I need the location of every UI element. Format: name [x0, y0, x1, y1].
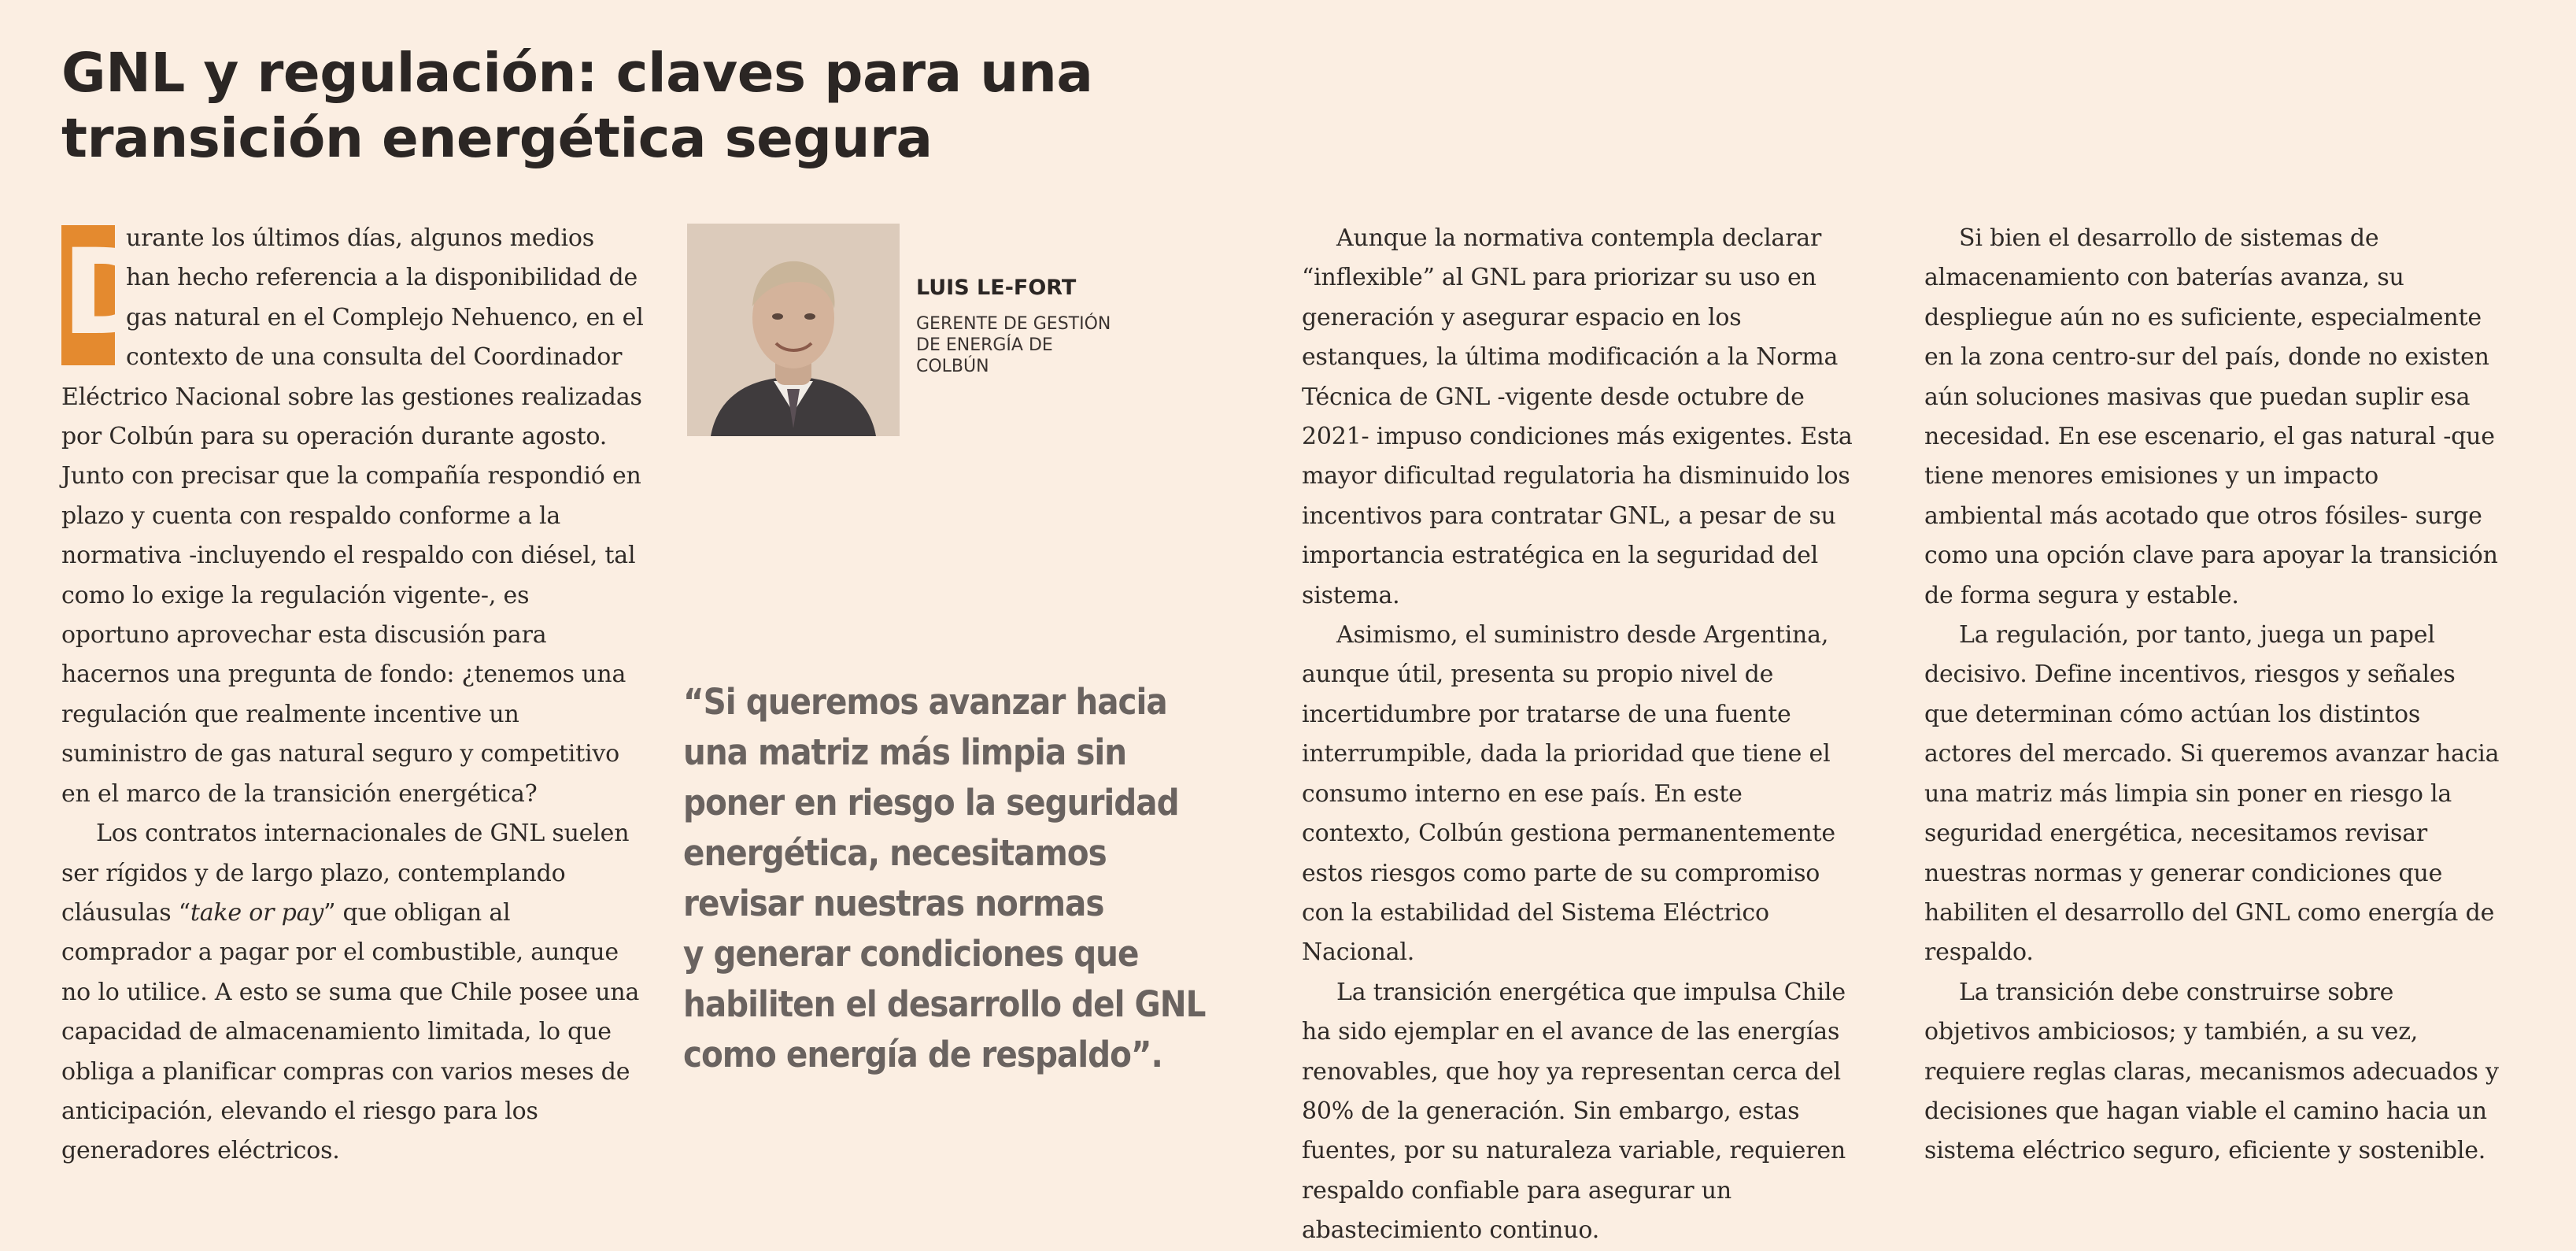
author-portrait-icon — [687, 224, 900, 436]
paragraph — [61, 219, 644, 814]
pull-quote — [683, 677, 1234, 1080]
pull-quote-line: revisar nuestras normas — [683, 883, 1104, 924]
author-role-line: GERENTE DE GESTIÓN — [916, 314, 1111, 334]
italic-term: take or pay — [190, 898, 324, 927]
author-role — [916, 313, 1152, 377]
paragraph: La transición energética que impulsa Chile ha sido ejemplar en el avance de las energías renovables, que hoy ya representan cerca del 80% de la generación. Sin embargo, estas fuentes, por su naturaleza variable, requieren respaldo confiable para asegurar un abastecimiento continuo. — [1302, 978, 1846, 1245]
paragraph: La transición debe construirse sobre objetivos ambiciosos; y también, a su vez, requiere reglas claras, mecanismos adecuados y decisiones que hagan viable el camino hacia un sistema eléctrico seguro, eficiente y sostenible. — [1924, 978, 2499, 1165]
headline-line-1: GNL y regulación: claves para una — [61, 42, 1093, 105]
column-3 — [1302, 219, 1853, 1251]
pull-quote-line: y generar condiciones que — [683, 933, 1139, 975]
paragraph-text: Los contratos internacionales de GNL suelen ser rígidos y de largo plazo, contemplando cláusulas “ — [61, 820, 630, 927]
column-4 — [1924, 219, 2503, 1171]
paragraph — [61, 814, 644, 1171]
headline — [61, 41, 1793, 172]
pull-quote-line: una matriz más limpia sin — [683, 731, 1127, 773]
headline-line-2: transición energética segura — [61, 107, 933, 170]
pull-quote-line: como energía de respaldo”. — [683, 1034, 1162, 1075]
paragraph-text: ” que obligan al comprador a pagar por el combustible, aunque no lo utilice. A esto se suma que Chile posee una capacidad de almacenamiento limitada, lo que obliga a planificar compras con varios meses de anticipación, elevando el riesgo para los generadores eléctricos. — [61, 898, 640, 1165]
author-name: LUIS LE-FORT — [916, 276, 1077, 300]
drop-cap: D — [61, 225, 115, 365]
paragraph: Aunque la normativa contempla declarar “inflexible” al GNL para priorizar su uso en generación y asegurar espacio en los estanques, la última modificación a la Norma Técnica de GNL -vigente desde octubre de 2021- impuso condiciones más exigentes. Esta mayor dificultad regulatoria ha disminuido los incentivos para contratar GNL, a pesar de su importancia estratégica en la seguridad del sistema. — [1302, 224, 1853, 609]
paragraph: La regulación, por tanto, juega un papel decisivo. Define incentivos, riesgos y señales que determinan cómo actúan los distintos actores del mercado. Si queremos avanzar hacia una matriz más limpia sin poner en riesgo la seguridad energética, necesitamos revisar nuestras normas y generar condiciones que habiliten el desarrollo del GNL como energía de respaldo. — [1924, 621, 2500, 967]
pull-quote-line: poner en riesgo la seguridad — [683, 782, 1179, 824]
pull-quote-line: “Si queremos avanzar hacia — [683, 681, 1167, 723]
paragraph: Asimismo, el suministro desde Argentina, aunque útil, presenta su propio nivel de incertidumbre por tratarse de una fuente interrumpible, dada la prioridad que tiene el consumo interno en ese país. En este contexto, Colbún gestiona permanentemente estos riesgos como parte de su compromiso con la estabilidad del Sistema Eléctrico Nacional. — [1302, 621, 1835, 967]
author-role-line: DE ENERGÍA DE — [916, 335, 1053, 355]
author-role-line: COLBÚN — [916, 357, 989, 376]
paragraph-text: urante los últimos días, algunos medios han hecho referencia a la disponibilidad de gas natural en el Complejo Nehuenco, en el contexto de una consulta del Coordinador Eléctrico Nacional sobre las gestiones realizadas por Colbún para su operación durante agosto. Junto con precisar que la compañía respondió en plazo y cuenta con respaldo conforme a la normativa -incluyendo el respaldo con diésel, tal como lo exige la regulación vigente-, es oportuno aprovechar esta discusión para hacernos una pregunta de fondo: ¿tenemos una regulación que realmente incentive un suministro de gas natural seguro y competitivo en el marco de la transición energética? — [61, 224, 644, 808]
paragraph: Si bien el desarrollo de sistemas de almacenamiento con baterías avanza, su despliegue aún no es suficiente, especialmente en la zona centro-sur del país, donde no existen aún soluciones masivas que puedan suplir esa necesidad. En ese escenario, el gas natural -que tiene menores emisiones y un impacto ambiental más acotado que otros fósiles- surge como una opción clave para apoyar la transición de forma segura y estable. — [1924, 224, 2498, 609]
pull-quote-line: energética, necesitamos — [683, 832, 1107, 874]
author-photo — [687, 224, 900, 436]
pull-quote-line: habiliten el desarrollo del GNL — [683, 983, 1206, 1025]
column-1 — [61, 219, 644, 1171]
